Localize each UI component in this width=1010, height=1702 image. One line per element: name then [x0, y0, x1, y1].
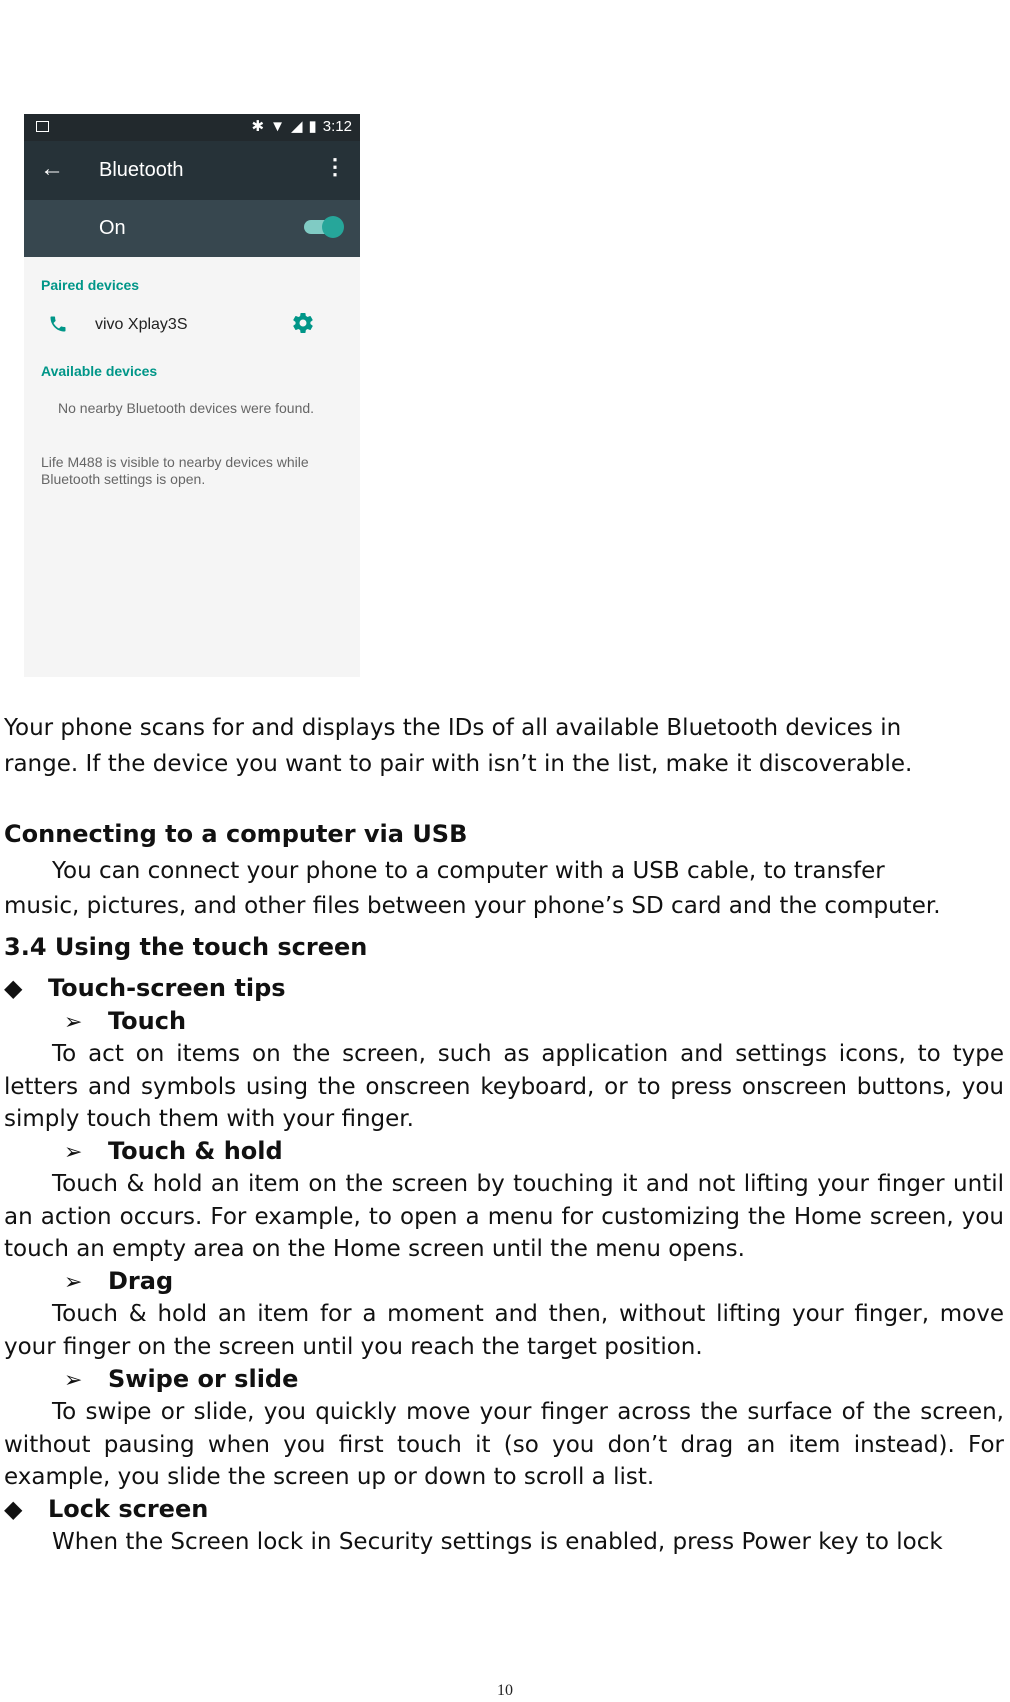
paired-devices-header: Paired devices — [41, 277, 140, 293]
arrow-bullet-icon: ➢ — [64, 1368, 83, 1393]
status-time: 3:12 — [322, 118, 352, 135]
swipe-title: Swipe or slide — [108, 1365, 299, 1393]
lock-screen-body: When the Screen lock in Security settings is enabled, press Power key to lock — [52, 1529, 943, 1555]
arrow-bullet-icon: ➢ — [64, 1140, 83, 1165]
battery-icon: ▮ — [308, 118, 317, 135]
diamond-bullet-icon: ◆ — [4, 974, 23, 1002]
drag-title: Drag — [108, 1267, 174, 1295]
toggle-label: On — [99, 217, 126, 239]
status-bar — [24, 114, 360, 141]
gear-icon[interactable] — [291, 311, 315, 335]
no-devices-message: No nearby Bluetooth devices were found. — [58, 400, 315, 416]
more-options-icon[interactable]: ⋮ — [324, 154, 346, 179]
arrow-bullet-icon: ➢ — [64, 1270, 83, 1295]
page-number: 10 — [497, 1682, 513, 1699]
touch-hold-text — [4, 1168, 1004, 1266]
touch-body: To act on items on the screen, such as application and settings icons, to type letters and symbols using the onscreen keyboard, or to press onscreen buttons, you simply touch them with your finger. — [4, 1041, 1004, 1132]
back-arrow-icon[interactable]: ← — [40, 155, 64, 182]
touch-title: Touch — [108, 1007, 187, 1035]
toolbar — [24, 141, 360, 200]
swipe-text — [4, 1396, 1004, 1494]
drag-subheading — [64, 1267, 173, 1295]
arrow-bullet-icon: ➢ — [64, 1010, 83, 1035]
bluetooth-toggle-row[interactable] — [24, 200, 360, 257]
touch-hold-subheading — [64, 1137, 283, 1165]
touch-tips-heading — [4, 974, 286, 1002]
available-devices-header: Available devices — [41, 363, 158, 379]
paired-device-row[interactable] — [24, 306, 360, 346]
usb-heading: Connecting to a computer via USB — [4, 820, 468, 848]
signal-icon: ◢ — [290, 118, 303, 135]
drag-text — [4, 1298, 1004, 1363]
touch-subheading — [64, 1007, 186, 1035]
touch-hold-title: Touch & hold — [108, 1137, 283, 1165]
switch-knob — [322, 216, 344, 238]
intro-line-2: range. If the device you want to pair with isn’t in the list, make it discoverable. — [4, 751, 913, 777]
visibility-line-1: Life M488 is visible to nearby devices while — [41, 454, 309, 470]
swipe-body: To swipe or slide, you quickly move your finger across the surface of the screen, without pausing when you first touch it (so you don’t drag an item instead). For example, you slide the screen up or down to scroll a list. — [4, 1399, 1004, 1490]
image-notification-icon — [36, 121, 49, 132]
bluetooth-switch[interactable] — [304, 220, 340, 234]
lock-screen-heading — [4, 1495, 208, 1523]
phone-icon — [48, 314, 68, 334]
section-heading: 3.4 Using the touch screen — [4, 933, 368, 961]
bluetooth-screenshot — [24, 114, 360, 677]
touch-text — [4, 1038, 1004, 1136]
usb-line-1: You can connect your phone to a computer with a USB cable, to transfer — [52, 858, 885, 884]
intro-line-1: Your phone scans for and displays the IDs of all available Bluetooth devices in — [4, 715, 902, 741]
touch-hold-body: Touch & hold an item on the screen by touching it and not lifting your finger until an action occurs. For example, to open a menu for customizing the Home screen, you touch an empty area on the Home screen until the menu opens. — [4, 1171, 1004, 1262]
usb-line-2: music, pictures, and other files between your phone’s SD card and the computer. — [4, 893, 941, 919]
swipe-subheading — [64, 1365, 298, 1393]
diamond-bullet-icon: ◆ — [4, 1495, 23, 1523]
paired-device-name: vivo Xplay3S — [95, 316, 188, 333]
wifi-icon: ▼ — [270, 118, 285, 135]
bluetooth-status-icon: ✱ — [251, 118, 265, 135]
drag-body: Touch & hold an item for a moment and then, without lifting your finger, move your finger on the screen until you reach the target position. — [4, 1301, 1004, 1360]
toolbar-title: Bluetooth — [99, 159, 184, 181]
lock-screen-text — [4, 1526, 1004, 1559]
visibility-line-2: Bluetooth settings is open. — [41, 471, 206, 487]
touch-tips-label: Touch-screen tips — [48, 974, 286, 1002]
lock-screen-label: Lock screen — [48, 1495, 209, 1523]
